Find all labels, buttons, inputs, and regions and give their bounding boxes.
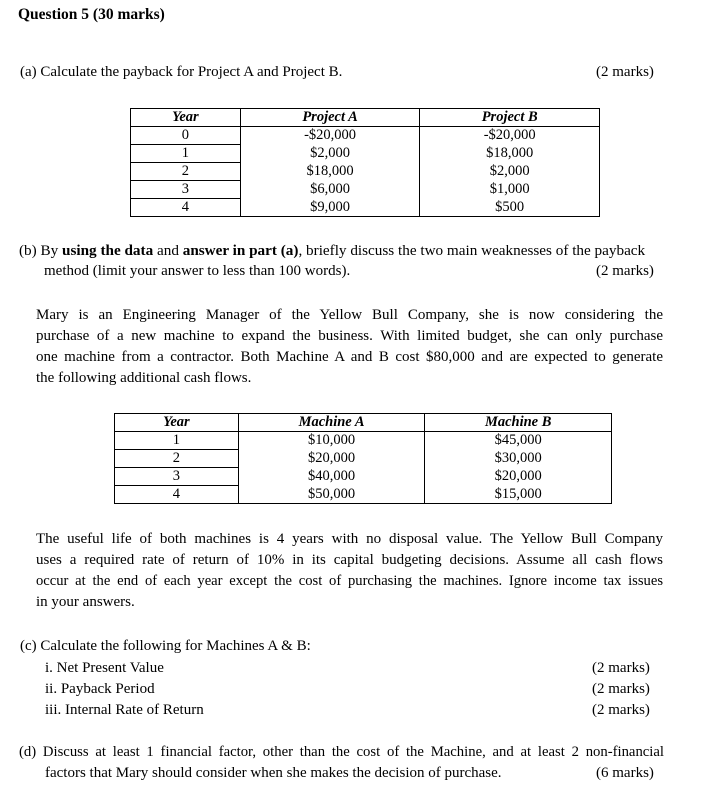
part-b-bold-data: using the data [62,242,154,259]
machine-b-cell: $45,000 [425,432,612,450]
part-b-text [19,242,645,260]
assumptions-line-1: The useful life of both machines is 4 years with no disposal value. The Yellow Bull Company [36,531,663,547]
part-a-marks: (2 marks) [596,64,654,80]
table-row [115,432,612,450]
project-table-header-a: Project A [240,109,420,127]
machine-a-cell: $50,000 [238,486,425,504]
part-c-item-npv: i. Net Present Value [45,660,164,676]
table-row [131,127,600,145]
project-table [130,108,600,217]
assumptions-line-4: in your answers. [36,594,135,610]
project-b-cell: $18,000 [420,145,600,163]
year-cell: 1 [115,432,239,450]
project-b-cell: -$20,000 [420,127,600,145]
year-cell: 4 [115,486,239,504]
project-a-cell: -$20,000 [240,127,420,145]
scenario-line-3: one machine from a contractor. Both Machine A and B cost $80,000 and are expected to generate [36,349,663,365]
machine-a-cell: $40,000 [238,468,425,486]
part-c-text: (c) Calculate the following for Machines A & B: [20,638,311,654]
part-c-item-payback: ii. Payback Period [45,681,155,697]
table-row [131,145,600,163]
project-table-header-year: Year [131,109,241,127]
machine-b-cell: $20,000 [425,468,612,486]
table-row [115,486,612,504]
project-a-cell: $9,000 [240,199,420,217]
part-b-suffix: , briefly discuss the two main weaknesses of the payback [298,242,646,259]
project-table-header-b: Project B [420,109,600,127]
year-cell: 4 [131,199,241,217]
machine-table [114,413,612,504]
scenario-line-2: purchase of a new machine to expand the business. With limited budget, she can only purchase [36,328,663,344]
machine-a-cell: $20,000 [238,450,425,468]
table-row [115,450,612,468]
part-c-item-irr-marks: (2 marks) [592,702,650,718]
year-cell: 2 [115,450,239,468]
part-c-item-npv-marks: (2 marks) [592,660,650,676]
machine-a-cell: $10,000 [238,432,425,450]
part-b-bold-answer: answer in part (a) [182,242,299,259]
part-a-text: (a) Calculate the payback for Project A and Project B. [20,64,343,80]
machine-b-cell: $30,000 [425,450,612,468]
table-row [131,163,600,181]
assumptions-line-2: uses a required rate of return of 10% in its capital budgeting decisions. Assume all cash flows [36,552,663,568]
machine-table-header-b: Machine B [425,414,612,432]
project-b-cell: $500 [420,199,600,217]
part-d-line-2: factors that Mary should consider when she makes the decision of purchase. [45,765,502,781]
part-b-prefix: (b) By [19,242,63,259]
year-cell: 0 [131,127,241,145]
project-b-cell: $2,000 [420,163,600,181]
year-cell: 3 [115,468,239,486]
year-cell: 2 [131,163,241,181]
project-a-cell: $2,000 [240,145,420,163]
part-b-line2: method (limit your answer to less than 100 words). [44,263,351,279]
part-d-line-1: (d) Discuss at least 1 financial factor, other than the cost of the Machine, and at least 2 non-financial [19,744,664,760]
year-cell: 3 [131,181,241,199]
machine-table-header-year: Year [115,414,239,432]
table-row [115,468,612,486]
machine-table-header-a: Machine A [238,414,425,432]
part-b-mid: and [153,242,183,259]
table-row [131,181,600,199]
project-a-cell: $6,000 [240,181,420,199]
question-title: Question 5 (30 marks) [18,6,165,23]
assumptions-line-3: occur at the end of each year except the cost of purchasing the machines. Ignore income tax issues [36,573,663,589]
table-row [131,199,600,217]
scenario-line-1: Mary is an Engineering Manager of the Yellow Bull Company, she is now considering the [36,307,663,323]
year-cell: 1 [131,145,241,163]
part-b-marks: (2 marks) [596,263,654,279]
scenario-line-4: the following additional cash flows. [36,370,252,386]
part-d-marks: (6 marks) [596,765,654,781]
machine-b-cell: $15,000 [425,486,612,504]
part-c-item-irr: iii. Internal Rate of Return [45,702,204,718]
project-b-cell: $1,000 [420,181,600,199]
project-a-cell: $18,000 [240,163,420,181]
part-c-item-payback-marks: (2 marks) [592,681,650,697]
